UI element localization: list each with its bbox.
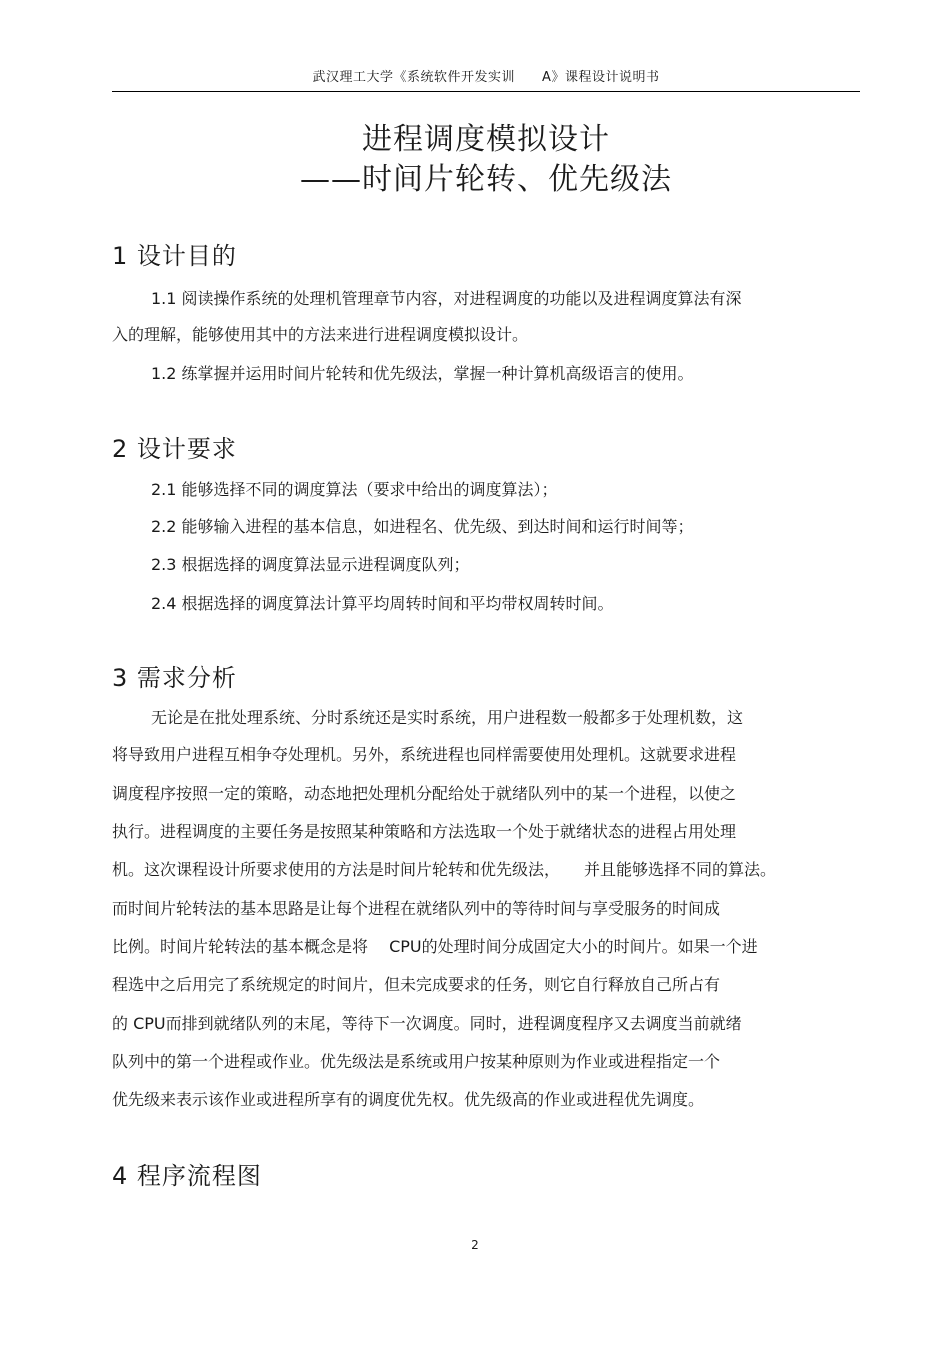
document-title: 进程调度模拟设计	[362, 122, 610, 157]
paragraph-line: 比例。时间片轮转法的基本概念是将 CPU的处理时间分成固定大小的时间片。如果一个进	[112, 937, 758, 956]
list-item: 2.2 能够输入进程的基本信息，如进程名、优先级、到达时间和运行时间等；	[151, 517, 694, 536]
list-item: 2.1 能够选择不同的调度算法（要求中给出的调度算法）；	[151, 480, 558, 499]
paragraph-line: 无论是在批处理系统、分时系统还是实时系统，用户进程数一般都多于处理机数，这	[151, 708, 744, 727]
list-item: 2.3 根据选择的调度算法显示进程调度队列；	[151, 555, 470, 574]
paragraph-line: 机。这次课程设计所要求使用的方法是时间片轮转和优先级法， 并且能够选择不同的算法。	[112, 860, 777, 879]
section-heading-flowchart: 4 程序流程图	[112, 1162, 262, 1190]
section-heading-analysis: 3 需求分析	[112, 664, 237, 692]
paragraph-line: 1.2 练掌握并运用时间片轮转和优先级法，掌握一种计算机高级语言的使用。	[151, 364, 694, 383]
paragraph-line: 入的理解，能够使用其中的方法来进行进程调度模拟设计。	[112, 325, 529, 344]
paragraph-line: 而时间片轮转法的基本思路是让每个进程在就绪队列中的等待时间与享受服务的时间成	[112, 899, 721, 918]
page-number: 2	[471, 1238, 479, 1252]
header-rule	[112, 91, 860, 92]
paragraph-line: 执行。进程调度的主要任务是按照某种策略和方法选取一个处于就绪状态的进程占用处理	[112, 822, 737, 841]
list-item: 2.4 根据选择的调度算法计算平均周转时间和平均带权周转时间。	[151, 594, 614, 613]
paragraph-line: 优先级来表示该作业或进程所享有的调度优先权。优先级高的作业或进程优先调度。	[112, 1090, 705, 1109]
paragraph-line: 程选中之后用完了系统规定的时间片，但未完成要求的任务，则它自行释放自己所占有	[112, 975, 721, 994]
page-header: 武汉理工大学《系统软件开发实训 A》课程设计说明书	[312, 70, 660, 85]
paragraph-line: 队列中的第一个进程或作业。优先级法是系统或用户按某种原则为作业或进程指定一个	[112, 1052, 721, 1071]
section-heading-purpose: 1 设计目的	[112, 242, 237, 270]
paragraph-line: 1.1 阅读操作系统的处理机管理章节内容，对进程调度的功能以及进程调度算法有深	[151, 289, 742, 308]
section-heading-requirements: 2 设计要求	[112, 435, 237, 463]
document-subtitle: ——时间片轮转、优先级法	[300, 162, 672, 197]
paragraph-line: 将导致用户进程互相争夺处理机。另外，系统进程也同样需要使用处理机。这就要求进程	[112, 745, 737, 764]
paragraph-line: 的 CPU而排到就绪队列的末尾，等待下一次调度。同时，进程调度程序又去调度当前就绪	[112, 1014, 742, 1033]
paragraph-line: 调度程序按照一定的策略，动态地把处理机分配给处于就绪队列中的某一个进程，以使之	[112, 784, 737, 803]
